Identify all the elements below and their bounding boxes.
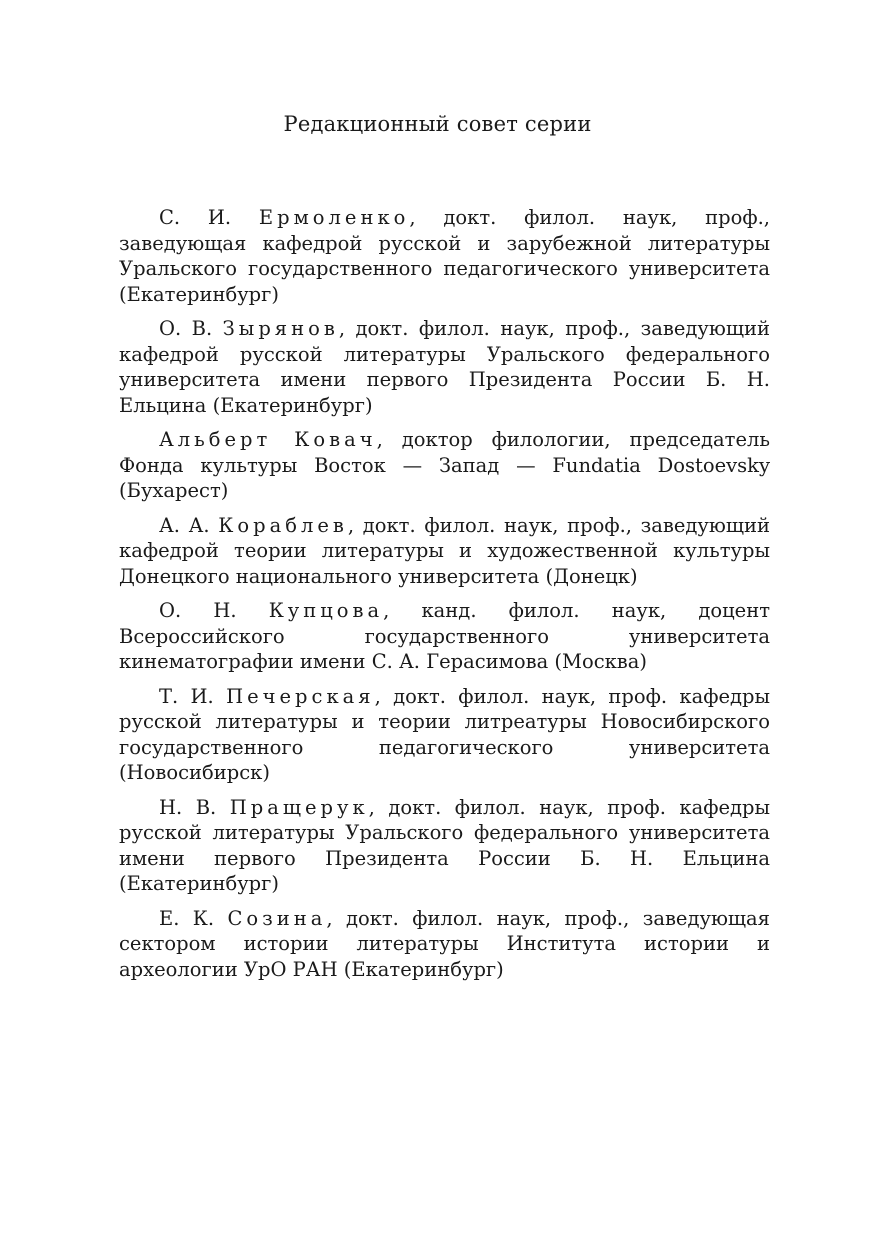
board-member <box>119 205 770 307</box>
board-member <box>119 684 770 786</box>
member-surname: Купцова <box>268 599 384 622</box>
member-initials: Т. И. <box>159 684 214 708</box>
member-surname: Пращерук <box>229 795 369 819</box>
member-surname: Альберт Ковач <box>159 428 377 451</box>
member-description: , докт. филол. наук, проф. кафедры русской литературы Уральского федерального университета имени первого Президента России Б. Н. Ельцина (Екатеринбург) <box>119 795 771 895</box>
member-description: , канд. филол. наук, доцент Всероссийского государственного университета кинематографии имени С. А. Герасимова (Москва) <box>119 599 771 673</box>
member-description: , докт. филол. наук, проф., заведующая сектором истории литературы Института истории и археологии УрО РАН (Екатеринбург) <box>119 906 770 981</box>
member-initials: О. Н. <box>159 599 237 622</box>
member-description: , докт. филол. наук, проф., заведующая кафедрой русской и зарубежной литературы Уральского государственного педагогического университета (Екатеринбург) <box>119 206 771 306</box>
member-initials: Е. К. <box>159 906 215 930</box>
member-surname: Кораблев <box>218 513 348 537</box>
page-title: Редакционный совет серии <box>283 112 592 136</box>
member-initials: С. И. <box>159 206 232 229</box>
member-initials: О. В. <box>159 317 213 340</box>
board-member <box>119 598 770 675</box>
editorial-board-list <box>119 205 770 991</box>
board-member <box>119 906 770 983</box>
board-member <box>119 427 770 504</box>
member-initials: А. А. <box>159 513 210 537</box>
member-surname: Печерская <box>226 684 375 708</box>
board-member <box>119 316 770 418</box>
member-surname: Ермоленко <box>258 206 410 229</box>
member-description: , докт. филол. наук, проф. кафедры русской литературы и теории литреатуры Новосибирского государственного педагогического университета (Новосибирск) <box>119 684 771 784</box>
member-description: , доктор филологии, председатель Фонда культуры Восток — Запад — Fundatia Dostoevsky (Бухарест) <box>119 428 770 502</box>
member-initials: Н. В. <box>159 795 217 819</box>
member-surname: Созина <box>227 906 327 930</box>
member-surname: Зырянов <box>222 317 339 340</box>
board-member <box>119 795 770 897</box>
board-member <box>119 513 770 590</box>
member-description: , докт. филол. наук, проф., заведующий кафедрой русской литературы Уральского федерального университета имени первого Президента России Б. Н. Ельцина (Екатеринбург) <box>119 317 770 417</box>
member-description: , докт. филол. наук, проф., заведующий кафедрой теории литературы и художественной культуры Донецкого национального университета (Донецк) <box>119 513 771 588</box>
